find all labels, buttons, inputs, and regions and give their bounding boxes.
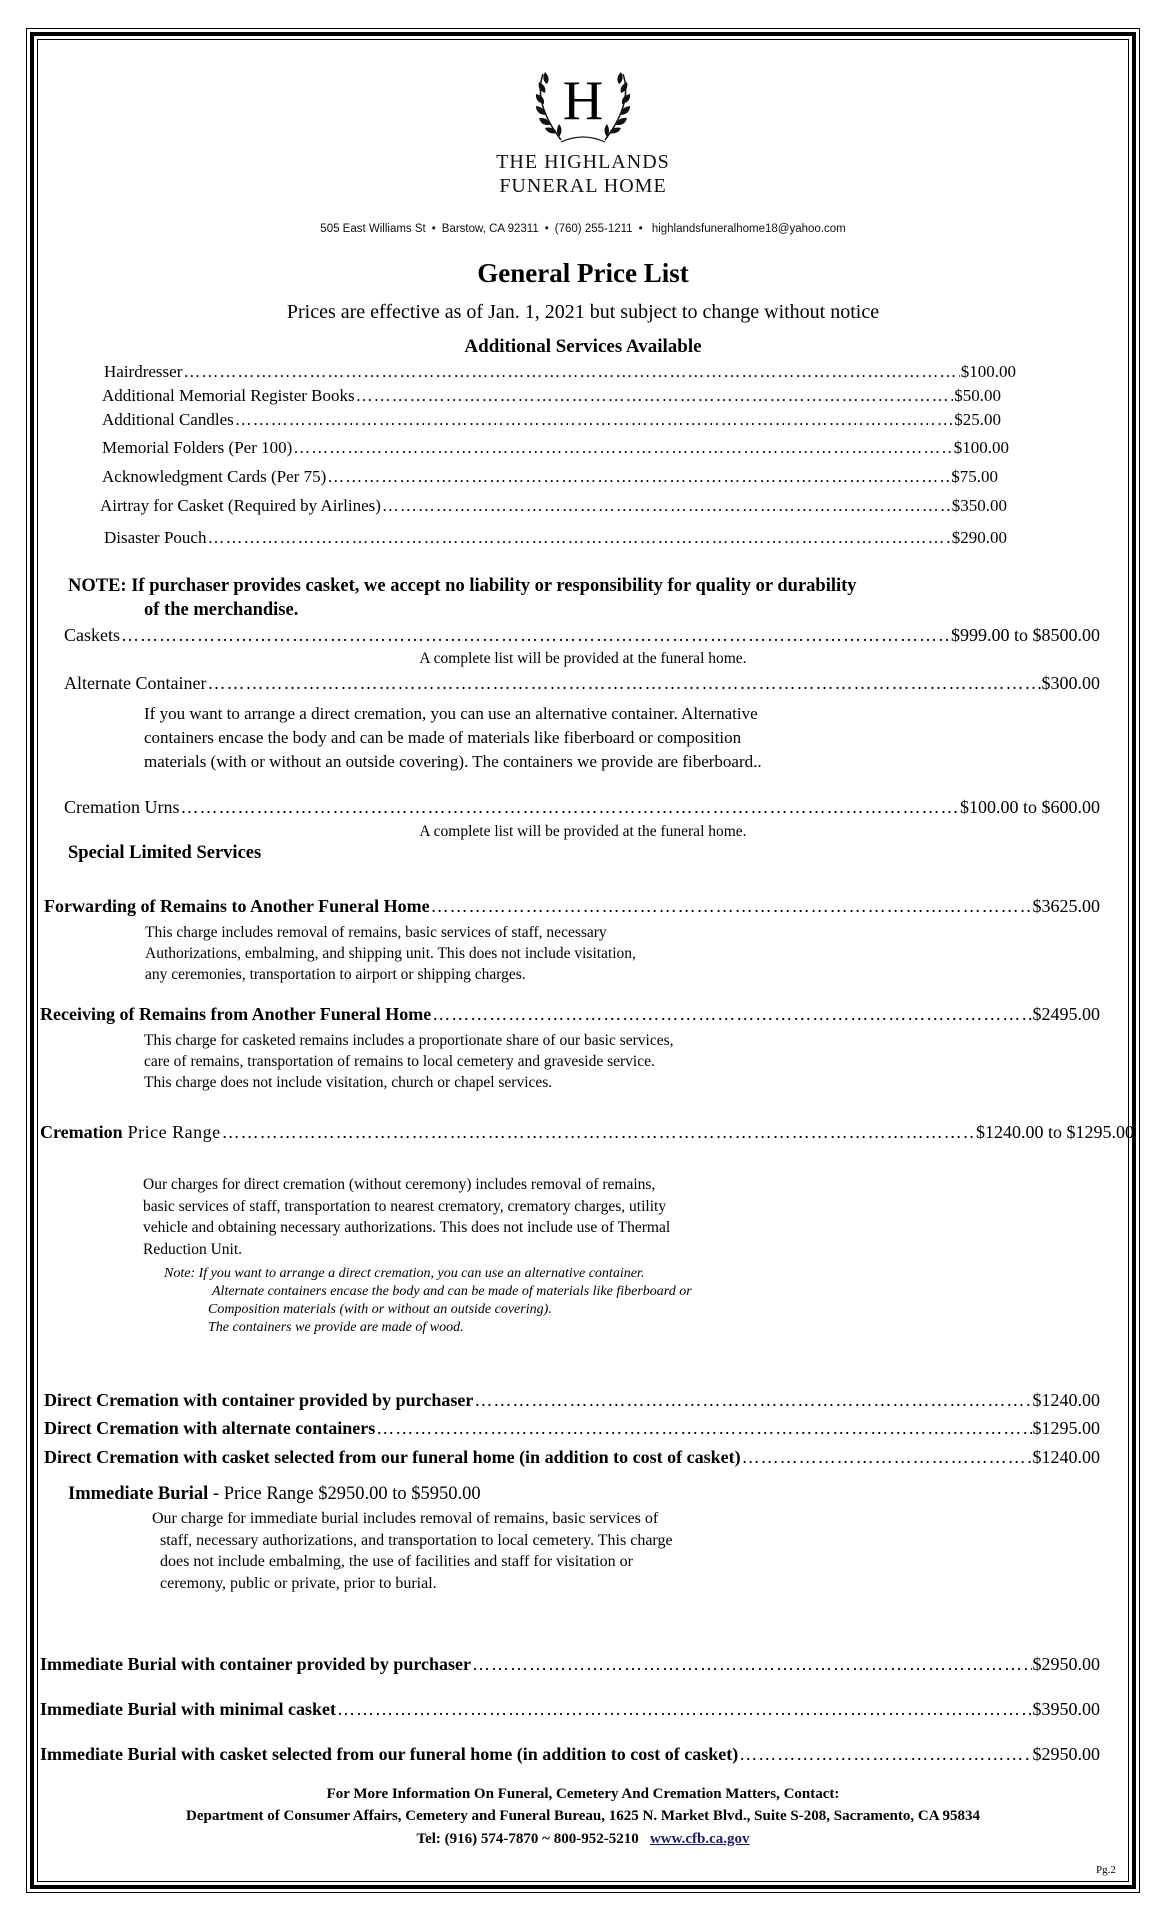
price-row-alternate-container: Alternate Container ………………………………………………………………………………………………………………………………………………………………………………………………………………………………………… $300.00 bbox=[64, 673, 1100, 694]
forwarding-description: This charge includes removal of remains, basic services of staff, necessary Authorizations, embalming, and shipping unit. This does not include visitation, any ceremonies, transportation to airport or shipping charges. bbox=[145, 924, 636, 983]
price-row-cremation-urns: Cremation Urns ………………………………………………………………………………………………………………………………………………………………………………………………………………………………………… $100.00 to $600.00 bbox=[64, 797, 1100, 818]
address-street: 505 East Williams St bbox=[320, 223, 426, 235]
casket-liability-note: NOTE: If purchaser provides casket, we accept no liability or responsibility for quality or durability bbox=[68, 576, 857, 596]
price-row-candles: Additional Candles ………………………………………………………………………………………………………………………………………………………………………………………………………………………………………… $25.00 bbox=[102, 410, 1001, 430]
price-row-airtray: Airtray for Casket (Required by Airlines) ………………………………………………………………………………………………………………………………………………………………………………………………………………………………………… $350.00 bbox=[100, 496, 1007, 516]
contact-address: 505 East Williams St • Barstow, CA 92311 • (760) 255-1211 • highlandsfuneralhome18@yahoo.com bbox=[320, 223, 846, 235]
urns-list-note: A complete list will be provided at the funeral home. bbox=[419, 823, 747, 840]
price-row-cremation-casket: Direct Cremation with casket selected from our funeral home (in addition to cost of casket) ………………………………………………………………………………………………………………………………………………………………………………………………………………………………………… $1240.00 bbox=[44, 1447, 1100, 1468]
price-row-cremation-alternate-container: Direct Cremation with alternate containers ………………………………………………………………………………………………………………………………………………………………………………………………………………………………………… $1295.00 bbox=[44, 1418, 1100, 1439]
footer-phones: Tel: (916) 574-7870 ~ 800-952-5210 bbox=[416, 1831, 639, 1847]
price-row-disaster-pouch: Disaster Pouch ………………………………………………………………………………………………………………………………………………………………………………………………………………………………………… $290.00 bbox=[104, 528, 1007, 548]
receiving-description: This charge for casketed remains includes a proportionate share of our basic services, care of remains, transportation of remains to local cemetery and graveside service. This charge does not include visitation, church or chapel services. bbox=[144, 1032, 674, 1091]
caskets-list-note: A complete list will be provided at the funeral home. bbox=[419, 650, 747, 667]
footer-contact-heading: For More Information On Funeral, Cemetery And Cremation Matters, Contact: bbox=[326, 1786, 840, 1802]
address-phone: (760) 255-1211 bbox=[554, 223, 633, 235]
cfb-website-link[interactable]: www.cfb.ca.gov bbox=[649, 1831, 750, 1847]
wreath-logo-icon bbox=[523, 68, 643, 150]
price-row-memorial-folders: Memorial Folders (Per 100) ………………………………………………………………………………………………………………………………………………………………………………………………………………………………………… $100.00 bbox=[102, 438, 1009, 458]
casket-liability-note-cont: of the merchandise. bbox=[144, 600, 299, 620]
price-row-register-books: Additional Memorial Register Books ………………………………………………………………………………………………………………………………………………………………………………………………………………………………………… $50.00 bbox=[102, 386, 1001, 406]
page-title: General Price List bbox=[477, 258, 689, 288]
price-row-cremation-purchaser-container: Direct Cremation with container provided by purchaser ………………………………………………………………………………………………………………………………………………………………………………………………………………………………………… $1240.00 bbox=[44, 1390, 1100, 1411]
immediate-burial-description: Our charge for immediate burial includes removal of remains, basic services of staff, necessary authorizations, and transportation to local cemetery. This charge does not include embalming, the use of facilities and staff for visitation or ceremony, public or private, prior to burial. bbox=[152, 1510, 673, 1592]
cremation-description: Our charges for direct cremation (without ceremony) includes removal of remains, basic services of staff, transportation to nearest crematory, crematory charges, utility vehicle and obtaining necessary authorizations. This does not include use of Thermal Reduction Unit. bbox=[143, 1176, 671, 1258]
price-row-hairdresser: Hairdresser ………………………………………………………………………………………………………………………………………………………………………………………………………………………………………… $100.00 bbox=[104, 362, 1016, 382]
price-row-cremation-range: Cremation Price Range ………………………………………………………………………………………………………………………………………………………………………………………………………………………………………… $1240.00 to $1295.00 bbox=[40, 1122, 1134, 1143]
address-email: highlandsfuneralhome18@yahoo.com bbox=[651, 223, 846, 235]
brand-name-line2: FUNERAL HOME bbox=[499, 175, 667, 197]
price-row-burial-minimal-casket: Immediate Burial with minimal casket ………………………………………………………………………………………………………………………………………………………………………………………………………………………………………… $3950.00 bbox=[40, 1699, 1100, 1720]
brand-name-line1: THE HIGHLANDS bbox=[496, 151, 670, 173]
immediate-burial-heading: Immediate Burial - Price Range $2950.00 to $5950.00 bbox=[68, 1484, 481, 1504]
additional-services-heading: Additional Services Available bbox=[464, 336, 702, 357]
footer-bureau-address: Department of Consumer Affairs, Cemetery and Funeral Bureau, 1625 N. Market Blvd., Suite S-208, Sacramento, CA 95834 bbox=[186, 1808, 980, 1824]
address-city: Barstow, CA 92311 bbox=[441, 223, 539, 235]
price-row-forwarding-remains: Forwarding of Remains to Another Funeral Home ………………………………………………………………………………………………………………………………………………………………………………………………………………………………………… $3625.00 bbox=[44, 896, 1100, 917]
footer-phones-line bbox=[0, 1831, 1166, 1848]
cremation-container-note: Note: If you want to arrange a direct cremation, you can use an alternative container. Alternate containers encase the body and can be made of materials like fiberboard or Composition materials (with or without an outside covering). The containers we provide are made of wood. bbox=[164, 1266, 692, 1335]
price-row-caskets: Caskets ………………………………………………………………………………………………………………………………………………………………………………………………………………………………………… $999.00 to $8500.00 bbox=[64, 625, 1100, 646]
logo-letter: H bbox=[562, 70, 604, 132]
price-row-acknowledgment-cards: Acknowledgment Cards (Per 75) ………………………………………………………………………………………………………………………………………………………………………………………………………………………………………… $75.00 bbox=[102, 467, 998, 487]
page-number: Pg.2 bbox=[1096, 1864, 1116, 1876]
effective-date-note: Prices are effective as of Jan. 1, 2021 but subject to change without notice bbox=[286, 301, 880, 323]
alternate-container-description: If you want to arrange a direct cremation, you can use an alternative container. Alternative containers encase the body and can be made of materials like fiberboard or composition materials (with or without an outside covering). The containers we provide are fiberboard.. bbox=[144, 704, 762, 771]
price-row-burial-purchaser-container: Immediate Burial with container provided by purchaser ………………………………………………………………………………………………………………………………………………………………………………………………………………………………………… $2950.00 bbox=[40, 1654, 1100, 1675]
special-limited-services-heading: Special Limited Services bbox=[68, 843, 262, 863]
price-row-receiving-remains: Receiving of Remains from Another Funeral Home ………………………………………………………………………………………………………………………………………………………………………………………………………………………………………… $2495.00 bbox=[40, 1004, 1100, 1025]
price-row-burial-casket-selected: Immediate Burial with casket selected from our funeral home (in addition to cost of casket) ………………………………………………………………………………………………………………………………………………………………………………………………………………………………………… $2950.00 bbox=[40, 1744, 1100, 1765]
